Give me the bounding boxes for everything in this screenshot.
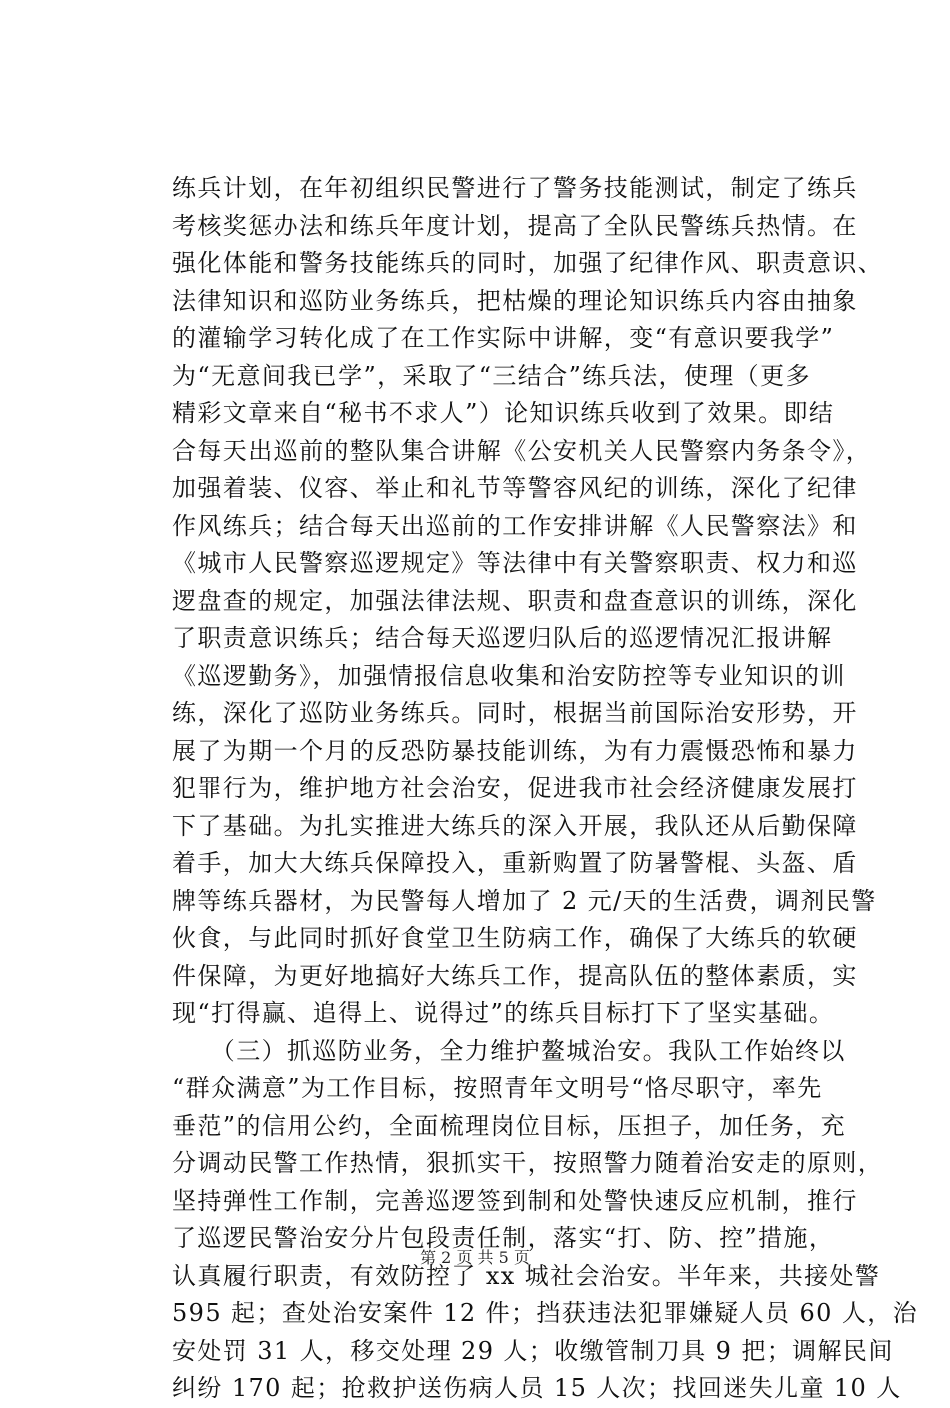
text-line: 纠纷 170 起；抢救护送伤病人员 15 人次；找回迷失儿童 10 人 (172, 1374, 902, 1402)
text-line: 展了为期一个月的反恐防暴技能训练，为有力震慑恐怖和暴力 (172, 736, 858, 765)
text-line: 安处罚 31 人，移交处理 29 人；收缴管制刀具 9 把；调解民间 (172, 1336, 894, 1365)
page-number-footer: 第 2 页 共 5 页 (420, 1248, 530, 1267)
text-line: 595 起；查处治安案件 12 件；挡获违法犯罪嫌疑人员 60 人，治 (172, 1299, 919, 1327)
text-line: 着手，加大大练兵保障投入，重新购置了防暑警棍、头盔、盾 (172, 849, 858, 877)
text-line: 坚持弹性工作制，完善巡逻签到制和处警快速反应机制，推行 (172, 1186, 858, 1215)
text-line: 牌等练兵器材，为民警每人增加了 2 元/天的生活费，调剂民警 (172, 886, 877, 915)
text-line: 《城市人民警察巡逻规定》等法律中有关警察职责、权力和巡 (172, 549, 858, 577)
text-line: 作风练兵；结合每天出巡前的工作安排讲解《人民警察法》和 (172, 511, 858, 540)
text-line: （三）抓巡防业务，全力维护鳌城治安。我队工作始终以 (172, 1036, 846, 1065)
text-line: 垂范”的信用公约，全面梳理岗位目标，压担子，加任务，充 (172, 1111, 847, 1140)
text-line: 伙食，与此同时抓好食堂卫生防病工作，确保了大练兵的软硬 (172, 924, 858, 952)
text-line: 法律知识和巡防业务练兵，把枯燥的理论知识练兵内容由抽象 (172, 286, 858, 315)
text-line: 的灌输学习转化成了在工作实际中讲解，变“有意识要我学” (172, 324, 835, 352)
text-line: 练，深化了巡防业务练兵。同时，根据当前国际治安形势，开 (172, 699, 858, 727)
text-line: 加强着装、仪容、举止和礼节等警容风纪的训练，深化了纪律 (172, 474, 858, 502)
text-line: 分调动民警工作热情，狠抓实干，按照警力随着治安走的原则， (172, 1149, 884, 1177)
body-text (172, 170, 919, 1408)
text-line: 强化体能和警务技能练兵的同时，加强了纪律作风、职责意识、 (172, 249, 884, 277)
text-line: 了职责意识练兵；结合每天巡逻归队后的巡逻情况汇报讲解 (172, 624, 833, 652)
text-line: 合每天出巡前的整队集合讲解《公安机关人民警察内务条令》， (172, 436, 872, 465)
text-line: 认真履行职责，有效防控了 xx 城社会治安。半年来，共接处警 (172, 1261, 881, 1290)
text-line: 练兵计划，在年初组织民警进行了警务技能测试，制定了练兵 (172, 174, 858, 202)
text-line: 为“无意间我已学”，采取了“三结合”练兵法，使理（更多 (172, 361, 811, 390)
text-line: 《巡逻勤务》，加强情报信息收集和治安防控等专业知识的训 (172, 661, 846, 690)
text-line: 下了基础。为扎实推进大练兵的深入开展，我队还从后勤保障 (172, 811, 858, 840)
text-line: 现“打得赢、追得上、说得过”的练兵目标打下了坚实基础。 (172, 999, 835, 1027)
text-line: 件保障，为更好地搞好大练兵工作，提高队伍的整体素质，实 (172, 961, 858, 990)
text-line: 精彩文章来自“秘书不求人”）论知识练兵收到了效果。即结 (172, 399, 835, 427)
text-line: 犯罪行为，维护地方社会治安，促进我市社会经济健康发展打 (172, 774, 858, 802)
text-line: 逻盘查的规定，加强法律法规、职责和盘查意识的训练，深化 (172, 586, 858, 615)
text-line: “群众满意”为工作目标，按照青年文明号“恪尽职守，率先 (172, 1074, 823, 1102)
text-line: 了巡逻民警治安分片包段责任制，落实“打、防、控”措施， (172, 1224, 835, 1252)
text-line: 考核奖惩办法和练兵年度计划，提高了全队民警练兵热情。在 (172, 211, 858, 240)
